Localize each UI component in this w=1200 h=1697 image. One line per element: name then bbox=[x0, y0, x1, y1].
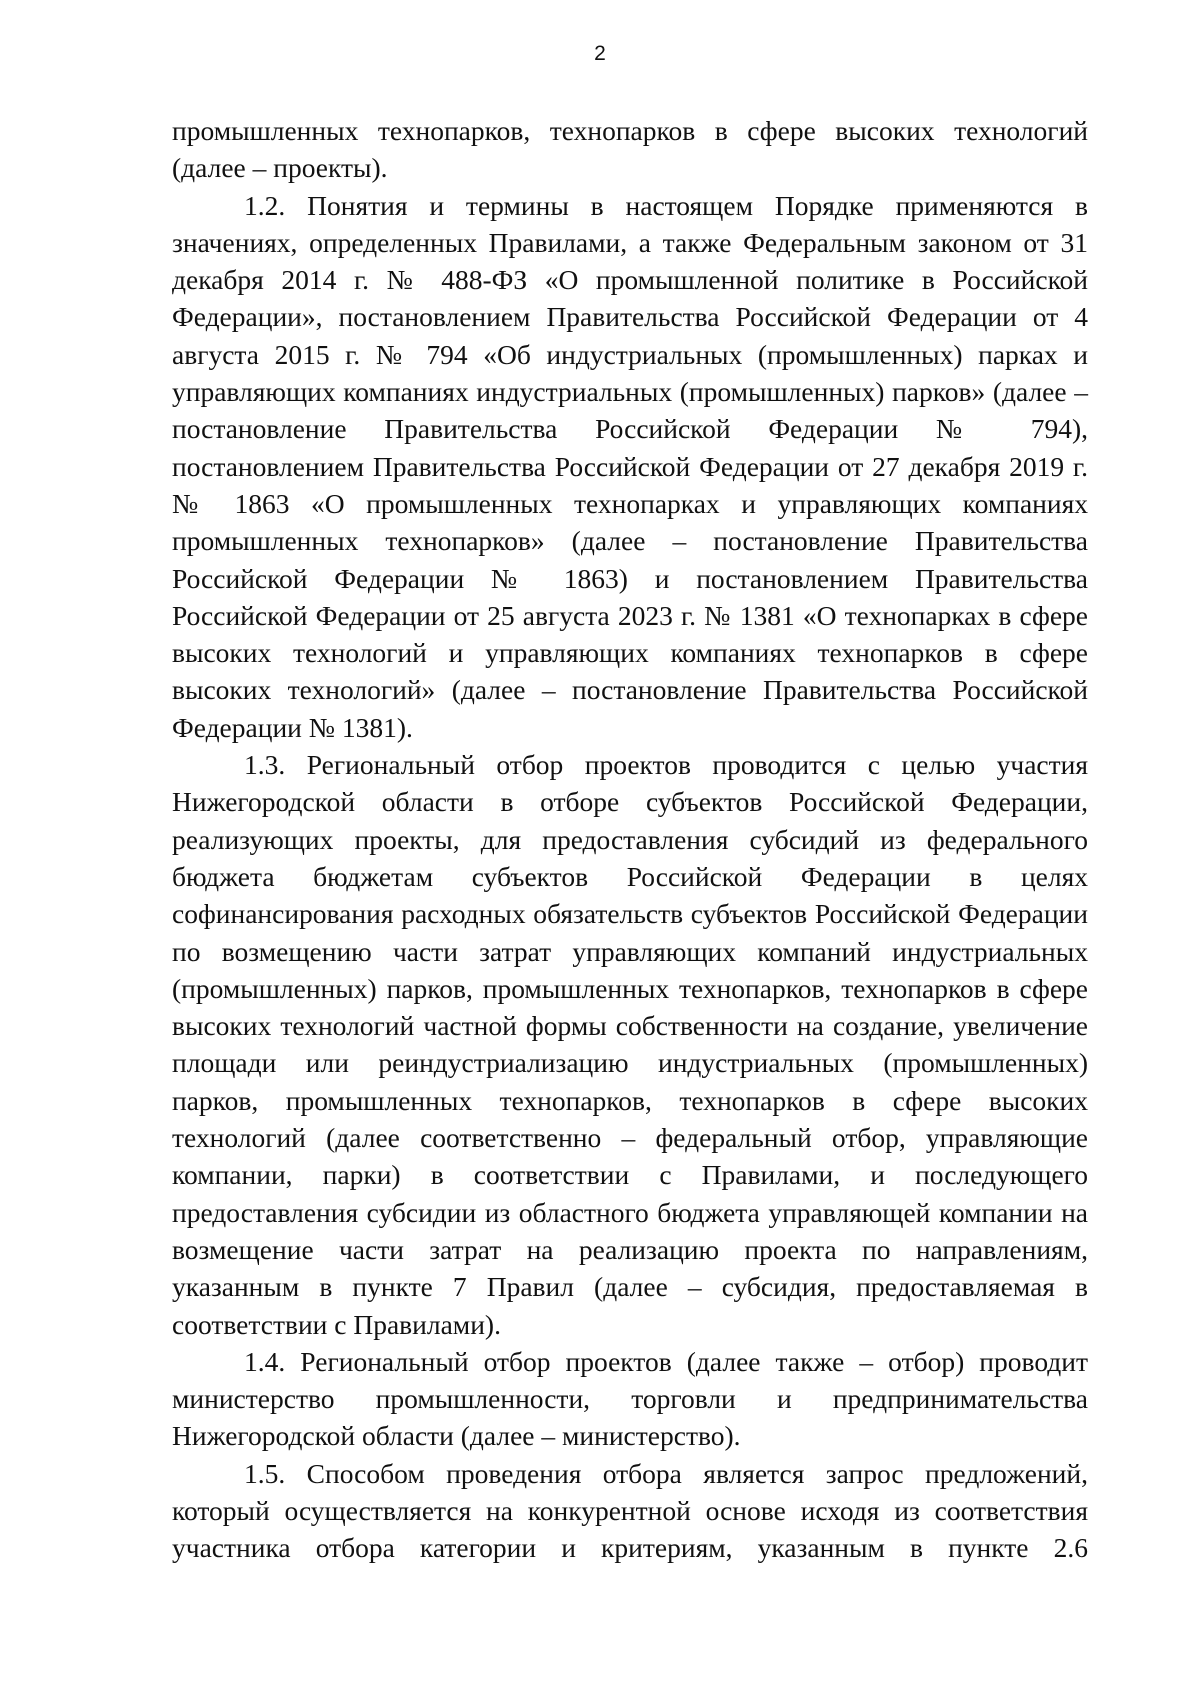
paragraph-1-3: 1.3. Региональный отбор проектов проводится с целью участия Нижегородской области в отборе субъектов Российской Федерации, реализующих проекты, для предоставления субсидий из федерального бюджета бюджетам субъектов Российской Федерации в целях софинансирования расходных обязательств субъектов Российской Федерации по возмещению части затрат управляющих компаний индустриальных (промышленных) парков, промышленных технопарков, технопарков в сфере высоких технологий частной формы собственности на создание, увеличение площади или реиндустриализацию индустриальных (промышленных) парков, промышленных технопарков, технопарков в сфере высоких технологий (далее соответственно – федеральный отбор, управляющие компании, парки) в соответствии с Правилами, и последующего предоставления субсидии из областного бюджета управляющей компании на возмещение части затрат на реализацию проекта по направлениям, указанным в пункте 7 Правил (далее – субсидия, предоставляемая в соответствии с Правилами). bbox=[172, 749, 1088, 1340]
paragraph-1-4: 1.4. Региональный отбор проектов (далее также – отбор) проводит министерство промышленности, торговли и предпринимательства Нижегородской области (далее – министерство). bbox=[172, 1345, 1088, 1452]
page-number: 2 bbox=[594, 42, 606, 65]
paragraph-continuation: промышленных технопарков, технопарков в сфере высоких технологий (далее – проекты). bbox=[172, 115, 1088, 184]
document-body bbox=[172, 112, 1088, 1567]
paragraph-1-5: 1.5. Способом проведения отбора является запрос предложений, который осуществляется на конкурентной основе исходя из соответствия участника отбора категории и критериям, указанным в пункте 2.6 bbox=[172, 1457, 1088, 1564]
paragraph-1-2: 1.2. Понятия и термины в настоящем Порядке применяются в значениях, определенных Правилами, а также Федеральным законом от 31 декабря 2014 г. № 488-ФЗ «О промышленной политике в Российской Федерации», постановлением Правительства Российской Федерации от 4 августа 2015 г. № 794 «Об индустриальных (промышленных) парках и управляющих компаниях индустриальных (промышленных) парков» (далее – постановление Правительства Российской Федерации № 794), постановлением Правительства Российской Федерации от 27 декабря 2019 г. № 1863 «О промышленных технопарках и управляющих компаниях промышленных технопарков» (далее – постановление Правительства Российской Федерации № 1863) и постановлением Правительства Российской Федерации от 25 августа 2023 г. № 1381 «О технопарках в сфере высоких технологий и управляющих компаниях технопарков в сфере высоких технологий» (далее – постановление Правительства Российской Федерации № 1381). bbox=[172, 189, 1088, 743]
